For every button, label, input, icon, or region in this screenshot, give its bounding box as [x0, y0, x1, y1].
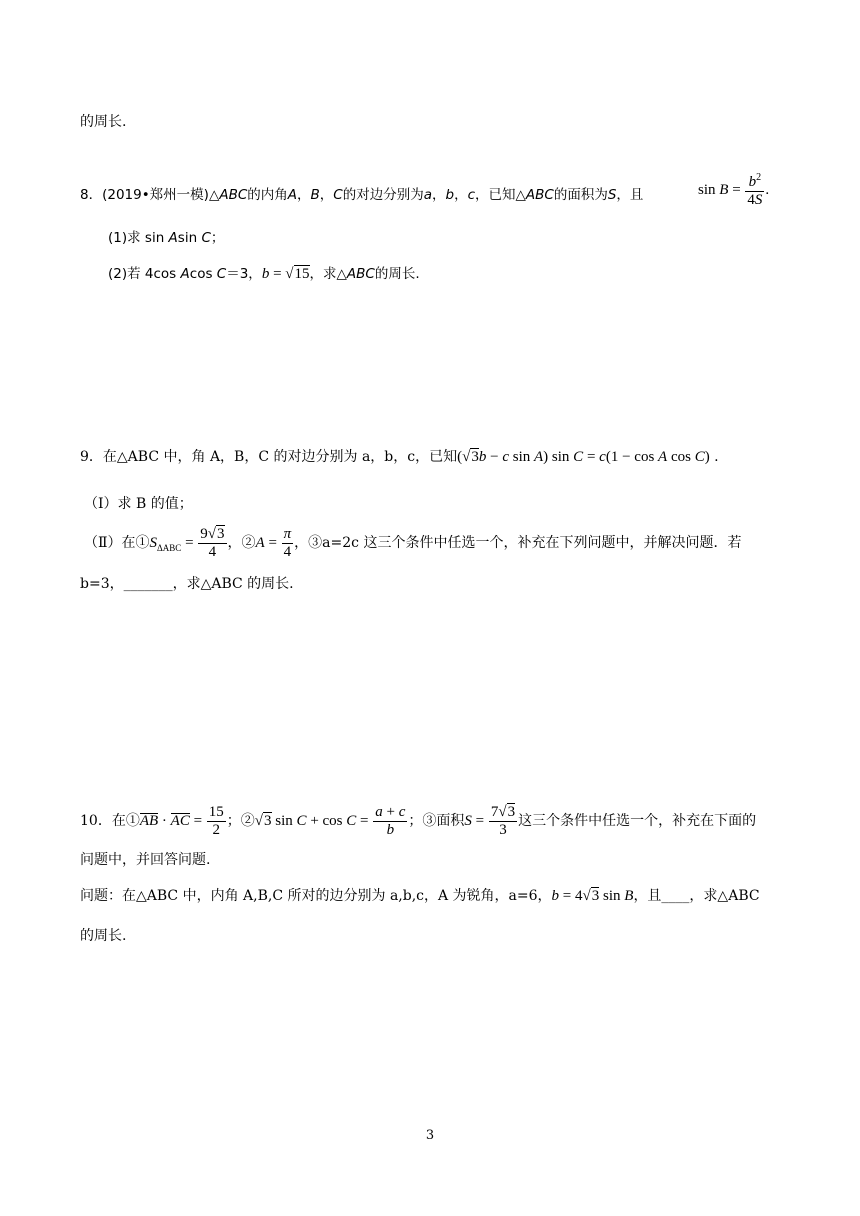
- p8-a: a: [423, 187, 432, 203]
- problem-9-question-2: [84, 526, 741, 562]
- p9-equation: (√3b − c sin A) sin C = c(1 − cos A cos C): [457, 449, 710, 465]
- b-equals-sqrt15: b = √15: [261, 266, 310, 282]
- p10-head: 10．在①: [80, 813, 140, 830]
- p10-t1: ；②: [226, 813, 255, 830]
- p8-q2: (2)若 4cos: [108, 266, 181, 282]
- p10-b-formula: b = 4√3 sin B: [551, 888, 634, 904]
- p8-c2: ，: [319, 187, 334, 203]
- p8-q1end: ；: [210, 230, 225, 246]
- p8-tri2: ABC: [525, 187, 554, 203]
- p8-c: c: [467, 187, 476, 203]
- p8-c3: ，: [432, 187, 446, 203]
- p8-head: 8．(2019•郑州一模)△: [80, 187, 220, 203]
- p8-q2end: 的周长.: [374, 266, 420, 282]
- p10-l3b: ，且____，求△ABC: [633, 888, 760, 904]
- p10-l2: 问题中，并回答问题.: [80, 852, 211, 868]
- p8-S: S: [607, 187, 617, 203]
- p10-t2: ；③面积: [408, 813, 465, 830]
- problem-10-line-4: [80, 926, 126, 946]
- p8-t2: 的对边分别为: [342, 187, 424, 203]
- p10-l3a: 问题：在△ABC 中，内角 A,B,C 所对的边分别为 a,b,c，A 为锐角，a=6，: [80, 888, 552, 904]
- problem-9-question-2-cont: [80, 574, 294, 594]
- problem-10-line-2: [80, 850, 210, 870]
- p8-q2C: C: [216, 266, 227, 282]
- problem-8-formula: sin B = $\frac{b^2}{4S}$ .: [698, 172, 770, 209]
- p8-t5: ，且: [616, 187, 644, 203]
- p8-t1: 的内角: [247, 187, 288, 203]
- p8-c1: ，: [297, 187, 311, 203]
- p9-q2b: ，②: [227, 535, 256, 552]
- p8-t3: ，已知△: [475, 187, 526, 203]
- page-number: 3: [425, 1128, 435, 1143]
- p8-q1: (1)求 sin: [108, 230, 169, 246]
- p8-tri: ABC: [219, 187, 248, 203]
- p8-C: C: [333, 187, 343, 203]
- p9-q2a: （Ⅱ）在①: [84, 535, 150, 552]
- problem-10-line-3: [80, 886, 760, 906]
- p10-trig-condition: √3 sin C + cos C = $\frac{a + c}{b}$: [254, 804, 406, 839]
- problem-10-stem: [80, 804, 756, 840]
- prev-problem-tail: [80, 112, 126, 132]
- p8-A: A: [287, 187, 298, 203]
- problem-9-stem: [80, 447, 719, 467]
- p8-B: B: [310, 187, 320, 203]
- p8-q2b: cos: [189, 266, 217, 282]
- p8-q1A: A: [168, 230, 178, 246]
- p8-q1b: sin: [177, 230, 202, 246]
- p10-dot-product: AB · AC = $\frac{15}{2}$: [139, 804, 224, 839]
- p8-t4: 的面积为: [553, 187, 608, 203]
- p9-end: .: [714, 449, 719, 465]
- p9-area-condition: $S_{\Delta ABC}$ = $\frac{9√3}{4}$: [149, 526, 225, 561]
- p10-l4: 的周长.: [80, 928, 127, 944]
- problem-8-question-1: [108, 228, 224, 248]
- p8-q2c: ＝3，: [226, 266, 262, 282]
- p9-q2d: b=3，_______，求△ABC 的周长.: [80, 576, 294, 592]
- p9-q1: （Ⅰ）求 B 的值；: [84, 496, 193, 512]
- problem-8-question-2: [108, 264, 420, 284]
- p10-area-condition: S = $\frac{7√3}{3}$: [464, 804, 516, 839]
- p8-b: b: [445, 187, 455, 203]
- frac-b2-over-4S: $\frac{b^2}{4S}$: [747, 172, 763, 209]
- p9-angle-condition: A = $\frac{\pi}{4}$: [255, 526, 292, 561]
- p8-q2d: ，求△: [309, 266, 347, 282]
- p8-q2tri: ABC: [346, 266, 375, 282]
- prev-tail-text: 的周长.: [80, 114, 127, 130]
- p8-c4: ，: [454, 187, 468, 203]
- problem-8-stem: [80, 185, 643, 205]
- p10-t3: 这三个条件中任选一个，补充在下面的: [518, 813, 757, 830]
- p9-q2c: ，③a=2c 这三个条件中任选一个，补充在下列问题中，并解决问题．若: [294, 535, 742, 552]
- p8-q1C: C: [201, 230, 211, 246]
- problem-9-question-1: [84, 494, 193, 514]
- p9-head: 9．在△ABC 中，角 A，B，C 的对边分别为 a，b，c，已知: [80, 449, 458, 465]
- p8-q2A: A: [180, 266, 190, 282]
